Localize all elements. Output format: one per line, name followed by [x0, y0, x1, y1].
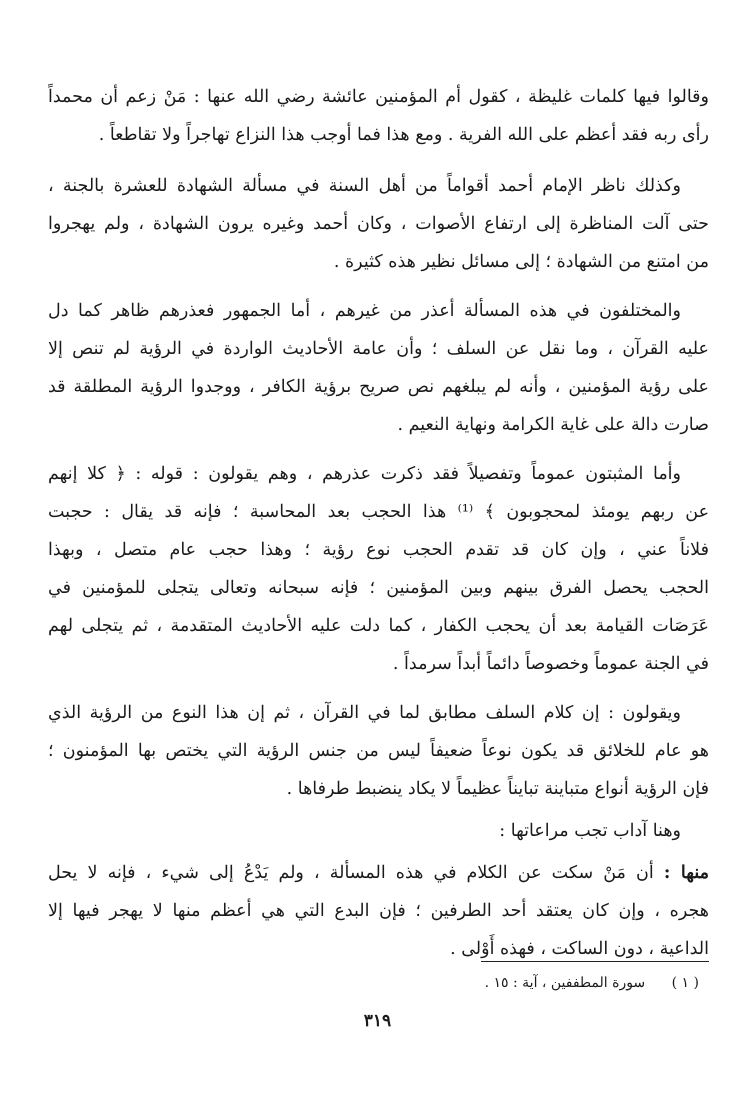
footnote-divider: [481, 961, 709, 962]
text-line: على رؤية المؤمنين ، وأنه لم يبلغهم نص صريح برؤية الكافر ، ووجدوا الرؤية المطلقة قد: [48, 377, 709, 397]
text-line: الحجب يحصل الفرق بينهم وبين المؤمنين ؛ فإنه سبحانه وتعالى يتجلى للمؤمنين في: [48, 578, 709, 598]
text-line: عليه القرآن ، وما نقل عن السلف ؛ وأن عامة الأحاديث الواردة في الرؤية لم تنص إلا: [48, 339, 709, 359]
footnote-text: سورة المطففين ، آية : ١٥ .: [484, 975, 646, 991]
page-body: [48, 78, 709, 968]
text-line: في الجنة عموماً وخصوصاً دائماً أبداً سرمداً .: [392, 654, 709, 674]
text-line: من امتنع من الشهادة ؛ إلى مسائل نظير هذه كثيرة .: [333, 252, 709, 272]
text-line: الداعية ، دون الساكت ، فهذه أَوْلى .: [450, 939, 709, 959]
paragraph-5: [48, 694, 709, 808]
paragraph-7: [48, 854, 709, 968]
text-line: رأى ربه فقد أعظم على الله الفرية . ومع هذا فما أوجب هذا النزاع تهاجراً ولا تقاطعاً .: [98, 125, 709, 145]
text-line: وأما المثبتون عموماً وتفصيلاً فقد ذكرت عذرهم ، وهم يقولون : قوله : ﴿ كلا إنهم: [48, 464, 681, 484]
paragraph-1: [48, 78, 709, 154]
text-line: عن ربهم يومئذ لمحجوبون ﴾ ⁽¹⁾ هذا الحجب بعد المحاسبة ؛ فإنه قد يقال : حجبت: [48, 502, 709, 522]
paragraph-4: [48, 455, 709, 683]
paragraph-6: [48, 812, 709, 850]
paragraph-2: [48, 167, 709, 281]
footnote-number: ( ١ ): [671, 975, 699, 991]
text-line: وقالوا فيها كلمات غليظة ، كقول أم المؤمنين عائشة رضي الله عنها : مَنْ زعم أن محمداً: [48, 87, 709, 107]
paragraph-3: [48, 292, 709, 444]
text-line: [48, 854, 709, 892]
text-line: ويقولون : إن كلام السلف مطابق لما في القرآن ، ثم إن هذا النوع من الرؤية الذي: [48, 703, 681, 723]
paragraph-lead: منها :: [663, 863, 709, 883]
text-line-rest: أن مَنْ سكت عن الكلام في هذه المسألة ، ولم يَدْعُ إلى شيء ، فإنه لا يحل: [48, 863, 664, 883]
text-line: هجره ، وإن كان يعتقد أحد الطرفين ؛ فإن البدع التي هي أعظم منها لا يهجر فيها إلا: [48, 901, 709, 921]
text-line: هو عام للخلائق قد يكون نوعاً ضعيفاً ليس من جنس الرؤية التي يختص بها المؤمنون ؛: [48, 741, 709, 761]
text-line: فلاناً عني ، وإن كان قد تقدم الحجب نوع رؤية ؛ وهذا حجب عام متصل ، وبهذا: [48, 540, 709, 560]
text-line: وكذلك ناظر الإمام أحمد أقواماً من أهل السنة في مسألة الشهادة للعشرة بالجنة ،: [48, 176, 682, 196]
text-line: حتى آلت المناظرة إلى ارتفاع الأصوات ، وكان أحمد وغيره يرون الشهادة ، ولم يهجروا: [48, 214, 709, 234]
text-line: عَرَصَات القيامة بعد أن يحجب الكفار ، كما دلت عليه الأحاديث المتقدمة ، ثم يتجلى لهم: [48, 616, 709, 636]
footnote: [485, 970, 699, 996]
text-line: فإن الرؤية أنواع متباينة تبايناً عظيماً لا يكاد ينضبط طرفاها .: [286, 779, 709, 799]
text-line: والمختلفون في هذه المسألة أعذر من غيرهم ، أما الجمهور فعذرهم ظاهر كما دل: [48, 301, 681, 321]
text-line: صارت دالة على غاية الكرامة ونهاية النعيم .: [397, 415, 709, 435]
text-line: وهنا آداب تجب مراعاتها :: [499, 821, 681, 841]
page-number: ٣١٩: [363, 1011, 392, 1031]
